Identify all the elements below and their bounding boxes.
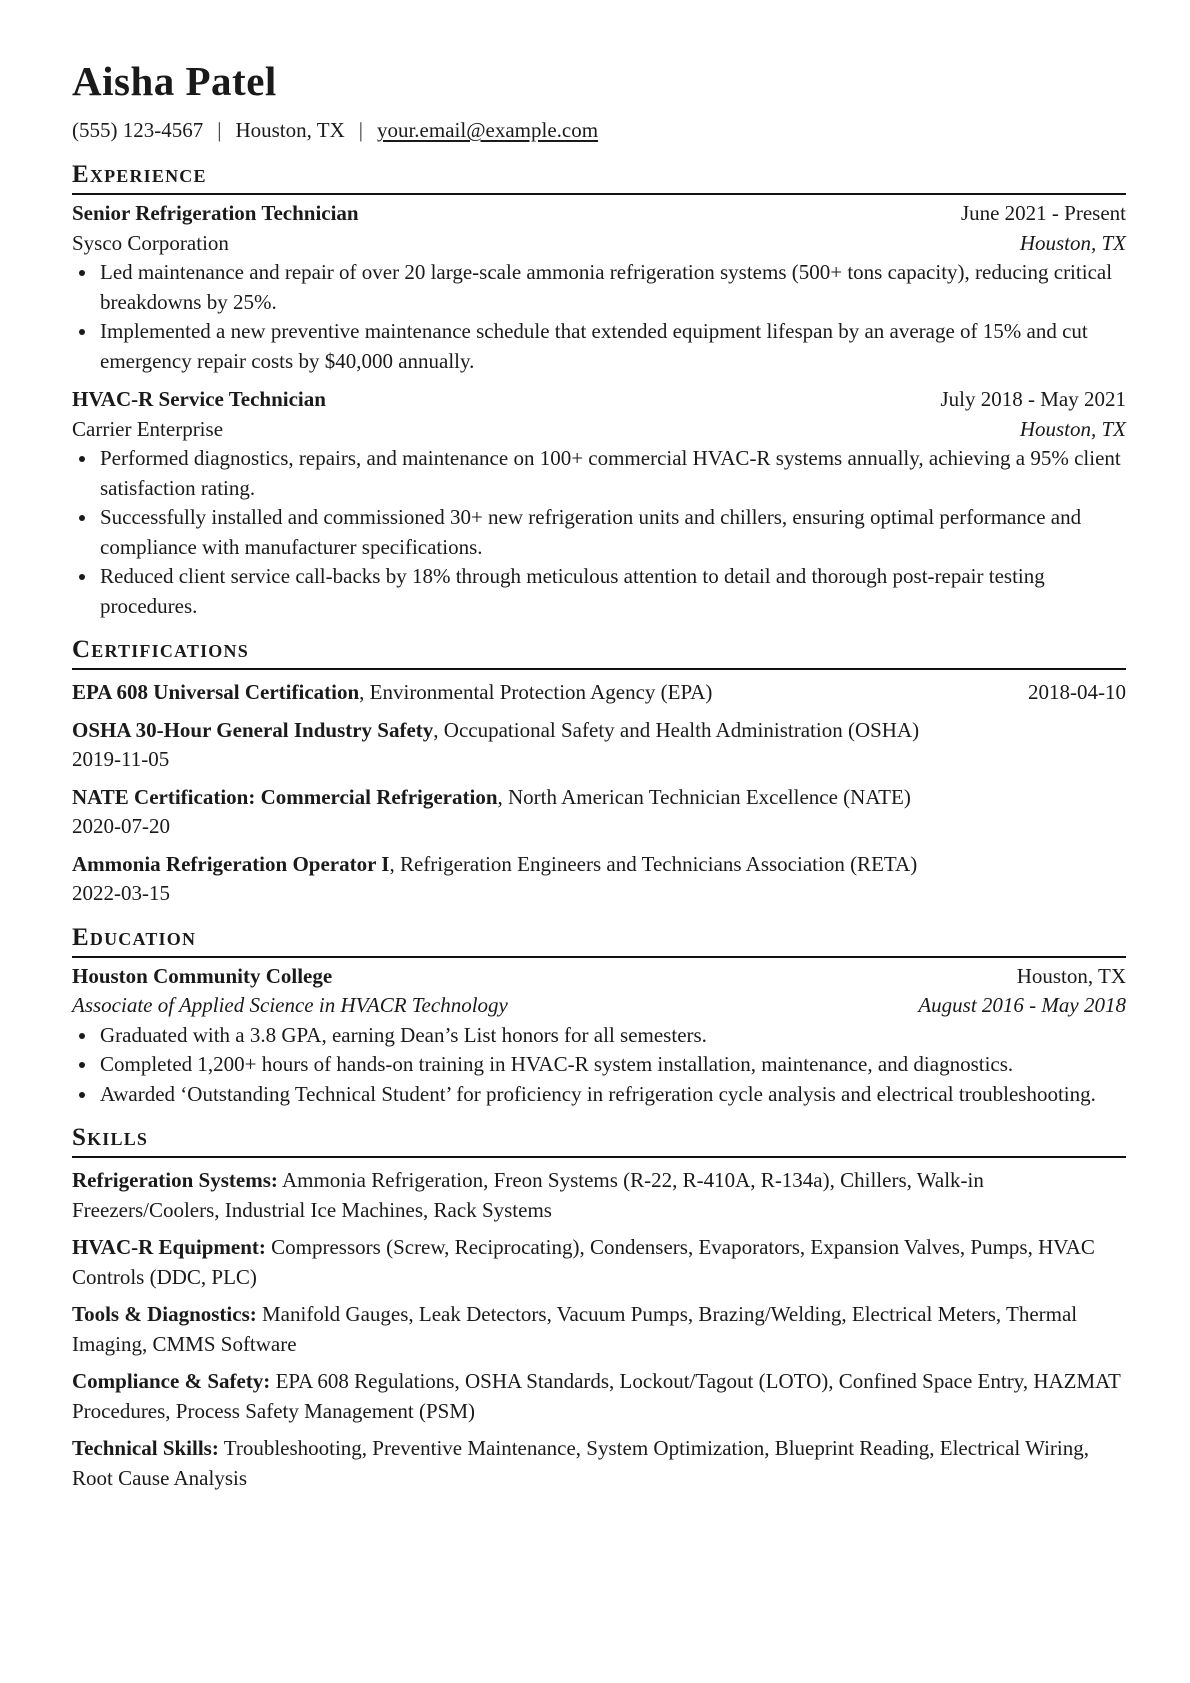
skill-label: Refrigeration Systems: [72,1168,278,1192]
bullet-icon [79,515,85,521]
school-name: Houston Community College [72,963,333,988]
certification-name: EPA 608 Universal Certification [72,680,360,704]
certification-item [72,678,1126,708]
skill-label: Tools & Diagnostics: [72,1302,257,1326]
skill-item [72,1233,1126,1292]
email-link[interactable]: your.email@example.com [376,118,599,142]
bullet-text: Reduced client service call-backs by 18% through meticulous attention to detail and thorough post-repair testing procedures. [100,564,1045,618]
skill-value: Ammonia Refrigeration, Freon Systems (R-22, R-410A, R-134a), Chillers, Walk-in Freezers/Coolers, Industrial Ice Machines, Rack Systems [72,1168,984,1222]
resume-page [72,56,1126,1493]
bullet-item [72,503,1126,562]
contact-separator: | [358,118,363,142]
bullet-item [72,258,1126,317]
bullet-item [72,1050,1126,1080]
education-section [72,923,1126,1110]
bullet-icon [79,270,85,276]
bullet-icon [79,1062,85,1068]
certification-name: Ammonia Refrigeration Operator I [72,851,390,876]
bullet-text: Graduated with a 3.8 GPA, earning Dean’s List honors for all semesters. [100,1022,707,1047]
bullet-item [72,562,1126,621]
contact-line [72,116,1126,146]
section-divider [72,193,1126,195]
job-title: HVAC-R Service Technician [72,387,326,411]
job-dates: July 2018 - May 2021 [940,387,1126,411]
skill-value: Manifold Gauges, Leak Detectors, Vacuum Pumps, Brazing/Welding, Electrical Meters, Thermal Imaging, CMMS Software [72,1302,1078,1356]
certification-issuer: , North American Technician Excellence (NATE) [497,784,911,809]
section-divider [72,1156,1126,1158]
bullet-icon [79,456,85,462]
section-divider [72,668,1126,670]
bullet-item [72,1021,1126,1051]
degree-name: Associate of Applied Science in HVACR Technology [72,993,508,1017]
bullet-item [72,1080,1126,1110]
job-entry [72,385,1126,621]
skill-item [72,1300,1126,1359]
skill-value: Compressors (Screw, Reciprocating), Condensers, Evaporators, Expansion Valves, Pumps, HVAC Controls (DDC, PLC) [72,1235,1095,1289]
education-bullets [72,1021,1126,1110]
certification-issuer: , Refrigeration Engineers and Technicians Association (RETA) [389,851,918,876]
bullet-text: Performed diagnostics, repairs, and maintenance on 100+ commercial HVAC-R systems annually, achieving a 95% client satisfaction rating. [100,446,1121,500]
skill-label: HVAC-R Equipment: [72,1235,266,1259]
job-bullets [72,258,1126,376]
certification-name: OSHA 30-Hour General Industry Safety [72,717,434,742]
skill-item [72,1367,1126,1426]
contact-separator: | [217,118,222,142]
certification-issuer: , Occupational Safety and Health Administration (OSHA) [433,717,920,742]
certification-issuer: , Environmental Protection Agency (EPA) [359,680,713,704]
certifications-section [72,635,1126,909]
certification-item [72,716,1126,775]
bullet-icon [79,574,85,580]
bullet-text: Completed 1,200+ hours of hands-on training in HVAC-R system installation, maintenance, and diagnostics. [100,1052,1014,1076]
experience-section [72,160,1126,621]
education-dates: August 2016 - May 2018 [918,993,1126,1017]
bullet-icon [79,1092,85,1098]
bullet-item [72,317,1126,376]
job-location: Houston, TX [1019,230,1126,255]
section-title-experience: Experience [72,161,207,188]
company-name: Sysco Corporation [72,230,229,255]
skills-section [72,1123,1126,1493]
phone-number: (555) 123-4567 [72,118,204,142]
education-entry [72,962,1126,1110]
skill-item [72,1434,1126,1493]
certification-item [72,783,1126,842]
section-title-skills: Skills [72,1124,149,1151]
candidate-name: Aisha Patel [72,58,277,104]
bullet-icon [79,1033,85,1039]
bullet-text: Successfully installed and commissioned 30+ new refrigeration units and chillers, ensuring optimal performance and compliance with manufacturer specifications. [100,505,1082,559]
skill-label: Technical Skills: [72,1436,219,1460]
certification-date: 2019-11-05 [72,747,170,771]
certification-name: NATE Certification: Commercial Refrigeration [72,784,498,809]
company-name: Carrier Enterprise [72,416,224,441]
bullet-item [72,444,1126,503]
skill-label: Compliance & Safety: [72,1369,271,1393]
skill-value: EPA 608 Regulations, OSHA Standards, Lockout/Tagout (LOTO), Confined Space Entry, HAZMAT Procedures, Process Safety Management (PSM) [72,1369,1121,1423]
job-dates: June 2021 - Present [960,201,1126,225]
section-title-education: Education [72,923,197,951]
bullet-text: Implemented a new preventive maintenance schedule that extended equipment lifespan by an average of 15% and cut emergency repair costs by $40,000 annually. [100,319,1088,373]
certification-item [72,850,1126,909]
section-title-certifications: Certifications [72,636,249,663]
school-location: Houston, TX [1016,963,1126,988]
bullet-text: Awarded ‘Outstanding Technical Student’ for proficiency in refrigeration cycle analysis and electrical troubleshooting. [100,1081,1096,1106]
bullet-text: Led maintenance and repair of over 20 large-scale ammonia refrigeration systems (500+ tons capacity), reducing critical breakdowns by 25%. [100,260,1113,314]
skill-value: Troubleshooting, Preventive Maintenance, System Optimization, Blueprint Reading, Electrical Wiring, Root Cause Analysis [72,1436,1089,1490]
certification-date: 2022-03-15 [72,881,170,905]
section-divider [72,956,1126,958]
certification-date: 2018-04-10 [1028,680,1126,704]
skill-item [72,1166,1126,1225]
job-title: Senior Refrigeration Technician [72,201,359,225]
job-location: Houston, TX [1019,416,1126,441]
job-bullets [72,444,1126,621]
certification-date: 2020-07-20 [72,814,170,838]
bullet-icon [79,329,85,335]
contact-location: Houston, TX [235,118,345,142]
job-entry [72,199,1126,376]
